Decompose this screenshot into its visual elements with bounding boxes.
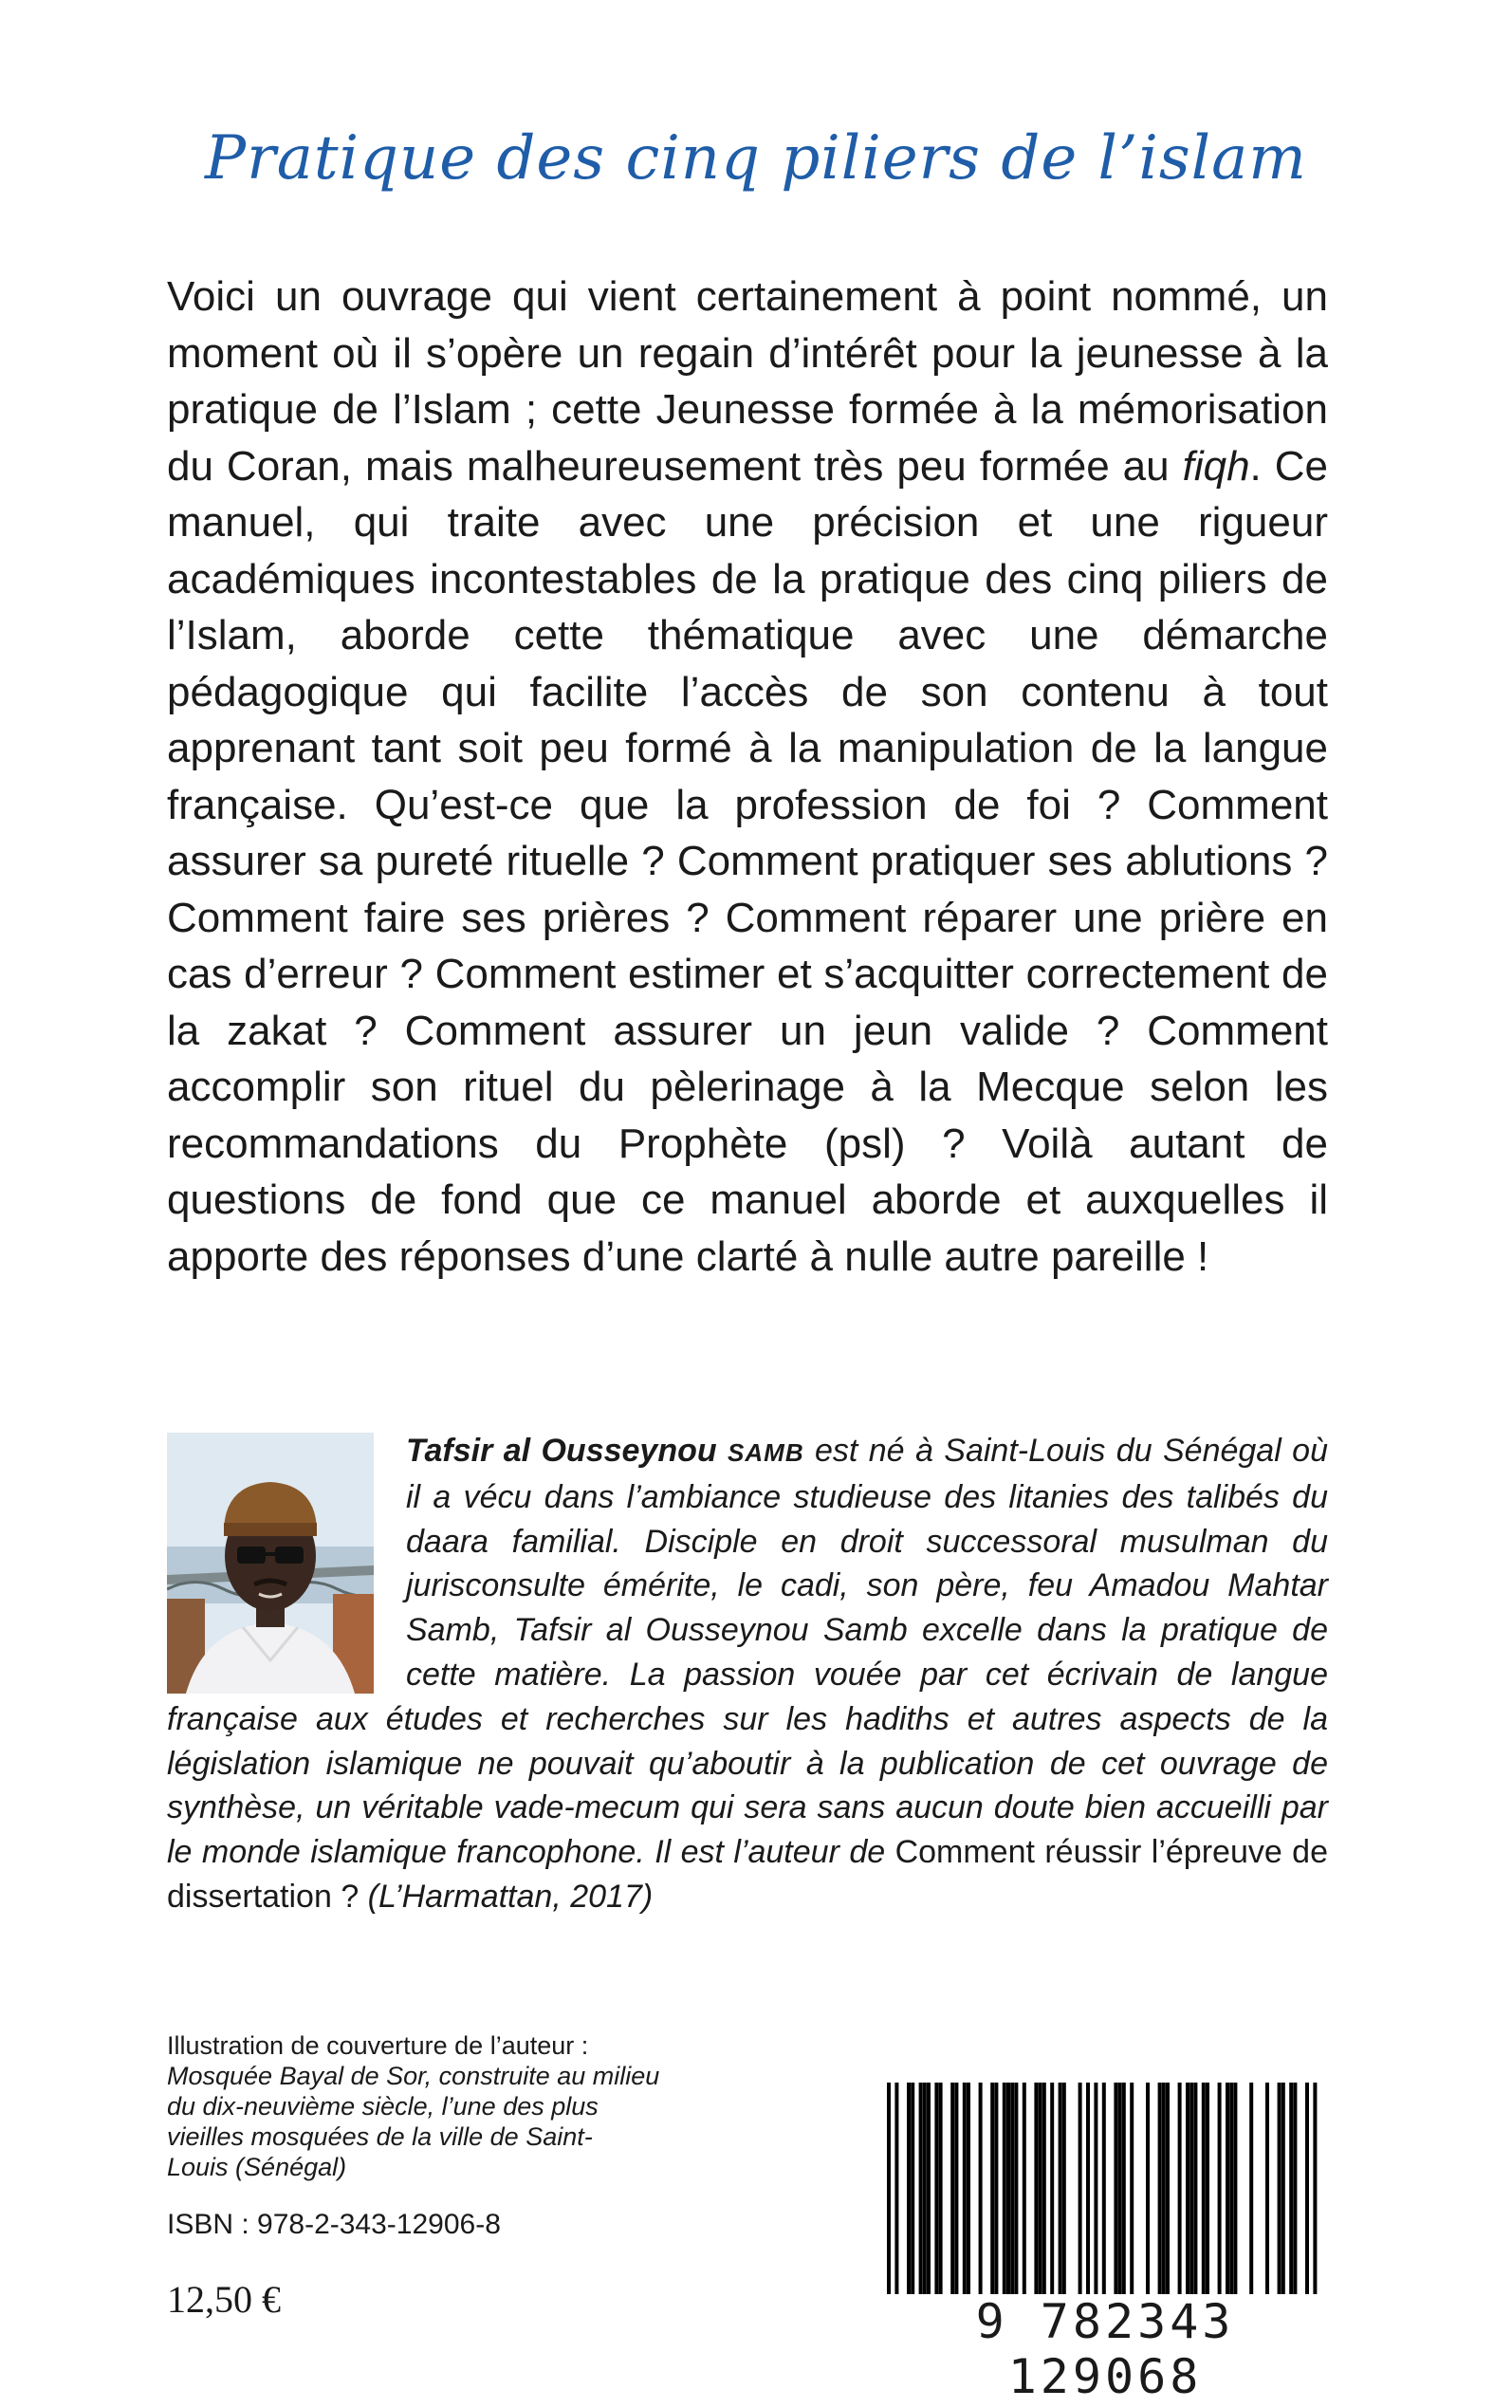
barcode-bar <box>1282 2083 1285 2301</box>
barcode-bar <box>954 2083 958 2301</box>
illustration-prefix: Illustration de couverture de l’auteur : <box>167 2031 589 2060</box>
barcode-bar <box>923 2083 927 2301</box>
barcode-bar <box>1193 2083 1197 2301</box>
barcode-bar <box>1130 2083 1134 2301</box>
barcode-bar <box>950 2083 954 2301</box>
barcode-bar <box>1166 2083 1170 2301</box>
barcode-bar <box>990 2083 994 2301</box>
barcode-bar <box>1189 2083 1193 2301</box>
barcode-bar <box>1086 2083 1090 2301</box>
barcode-bar <box>1114 2083 1117 2301</box>
author-name <box>406 1433 804 1469</box>
barcode-bar <box>1278 2083 1282 2301</box>
barcode-bar <box>1206 2083 1209 2301</box>
barcode-bar <box>1050 2083 1054 2301</box>
barcode-bar <box>1158 2083 1162 2301</box>
barcode-bar <box>1014 2083 1018 2301</box>
description-fiqh-term: fiqh <box>1182 442 1250 490</box>
barcode-bar <box>1202 2083 1206 2301</box>
author-biography <box>167 1429 1328 1919</box>
barcode-bar <box>1034 2083 1038 2301</box>
barcode-digits: 9 782343 129068 <box>882 2294 1328 2404</box>
price: 12,50 € <box>167 2278 281 2321</box>
bio-text: est né à Saint-Louis du Sénégal où il a vécu dans l’ambiance studieuse des litanies des talibés du daara familial. Disciple en droit successoral musulman du jurisconsulte émérite, le cadi, son père, feu Amadou Mahtar Samb, Tafsir al Ousseynou Samb excelle dans la pratique de cette matière. La passion vouée par cet écrivain de langue française aux études et recherches sur les hadiths et autres aspects de la législation islamique ne pouvait qu’aboutir à la publication de cet ouvrage de synthèse, un véritable vade-mecum qui sera sans aucun doute bien accueilli par le monde islamique francophone. Il est l’auteur de <box>167 1433 1328 1871</box>
barcode-bar <box>1293 2083 1297 2301</box>
barcode-bar <box>1059 2083 1062 2301</box>
barcode-bar <box>907 2083 911 2301</box>
barcode-bar <box>1102 2083 1106 2301</box>
author-first-name: Tafsir al Ousseynou <box>406 1433 728 1469</box>
barcode-bars <box>882 2083 1328 2301</box>
barcode-bar <box>927 2083 931 2301</box>
barcode-bar <box>1039 2083 1042 2301</box>
barcode-bar <box>1042 2083 1046 2301</box>
barcode-bar <box>1229 2083 1233 2301</box>
barcode-bar <box>887 2083 891 2301</box>
barcode-bar <box>934 2083 938 2301</box>
barcode-bar <box>1218 2083 1222 2301</box>
barcode-bar <box>1079 2083 1082 2301</box>
barcode-bar <box>1186 2083 1189 2301</box>
barcode-bar <box>1122 2083 1126 2301</box>
barcode-bar <box>1010 2083 1014 2301</box>
previous-book-title: Comment réussir l’épreuve de dissertation ? <box>167 1834 1328 1915</box>
description-part-2: . Ce manuel, qui traite avec une précision et une rigueur académiques incontestables de la pratique des cinq piliers de l’Islam, aborde cette thématique avec une démarche pédagogique qui facilite l’accès de son contenu à tout apprenant tant soit peu formé à la manipulation de la langue française. Qu’est-ce que la profession de foi ? Comment assurer sa pureté rituelle ? Comment pratiquer ses ablutions ? Comment faire ses prières ? Comment réparer une prière en cas d’erreur ? Comment estimer et s’acquitter correctement de la zakat ? Comment assurer un jeun valide ? Comment accomplir son rituel du pèlerinage à la Mecque selon les recommandations du Prophète (psl) ? Voilà autant de questions de fond que ce manuel aborde et auxquelles il apporte des réponses d’une clarté à nulle autre pareille ! <box>167 442 1328 1280</box>
barcode-bar <box>1178 2083 1182 2301</box>
barcode-bar <box>979 2083 983 2301</box>
barcode-bar <box>1249 2083 1253 2301</box>
barcode-bar <box>1118 2083 1122 2301</box>
barcode-bar <box>1305 2083 1309 2301</box>
description-part-1: Voici un ouvrage qui vient certainement à point nommé, un moment où il s’opère un regain d’intérêt pour la jeunesse à la pratique de l’Islam ; cette Jeunesse formée à la mémorisation du Coran, mais malheureusement très peu formée au <box>167 273 1328 490</box>
barcode-bar <box>1006 2083 1010 2301</box>
barcode-bar <box>967 2083 970 2301</box>
barcode-bar <box>963 2083 967 2301</box>
barcode-bar <box>1003 2083 1006 2301</box>
barcode-bar <box>1062 2083 1066 2301</box>
book-description <box>167 269 1328 1285</box>
author-last-name: SAMB <box>728 1438 804 1467</box>
barcode-bar <box>1023 2083 1026 2301</box>
barcode-bar <box>1233 2083 1237 2301</box>
barcode-bar <box>939 2083 943 2301</box>
barcode-bar <box>1265 2083 1269 2301</box>
barcode-bar <box>1226 2083 1229 2301</box>
barcode-bar <box>994 2083 998 2301</box>
barcode-bar <box>919 2083 923 2301</box>
illustration-description: Mosquée Bayal de Sor, construite au milieu du dix-neuvième siècle, l’une des plus vieilles mosquées de la ville de Saint- Louis (Sénégal) <box>167 2062 660 2181</box>
previous-book-publisher: (L’Harmattan, 2017) <box>359 1878 654 1915</box>
barcode-bar <box>1289 2083 1293 2301</box>
barcode-bar <box>1094 2083 1097 2301</box>
cover-illustration-credit <box>167 2030 660 2182</box>
barcode-bar <box>894 2083 898 2301</box>
isbn-barcode <box>882 2083 1328 2404</box>
barcode-bar <box>1162 2083 1166 2301</box>
barcode-bar <box>1313 2083 1317 2301</box>
barcode-bar <box>1146 2083 1150 2301</box>
isbn: ISBN : 978-2-343-12906-8 <box>167 2209 501 2240</box>
book-title: Pratique des cinq piliers de l’islam <box>205 123 1307 194</box>
barcode-bar <box>911 2083 914 2301</box>
photo-spacer <box>167 1429 406 1695</box>
